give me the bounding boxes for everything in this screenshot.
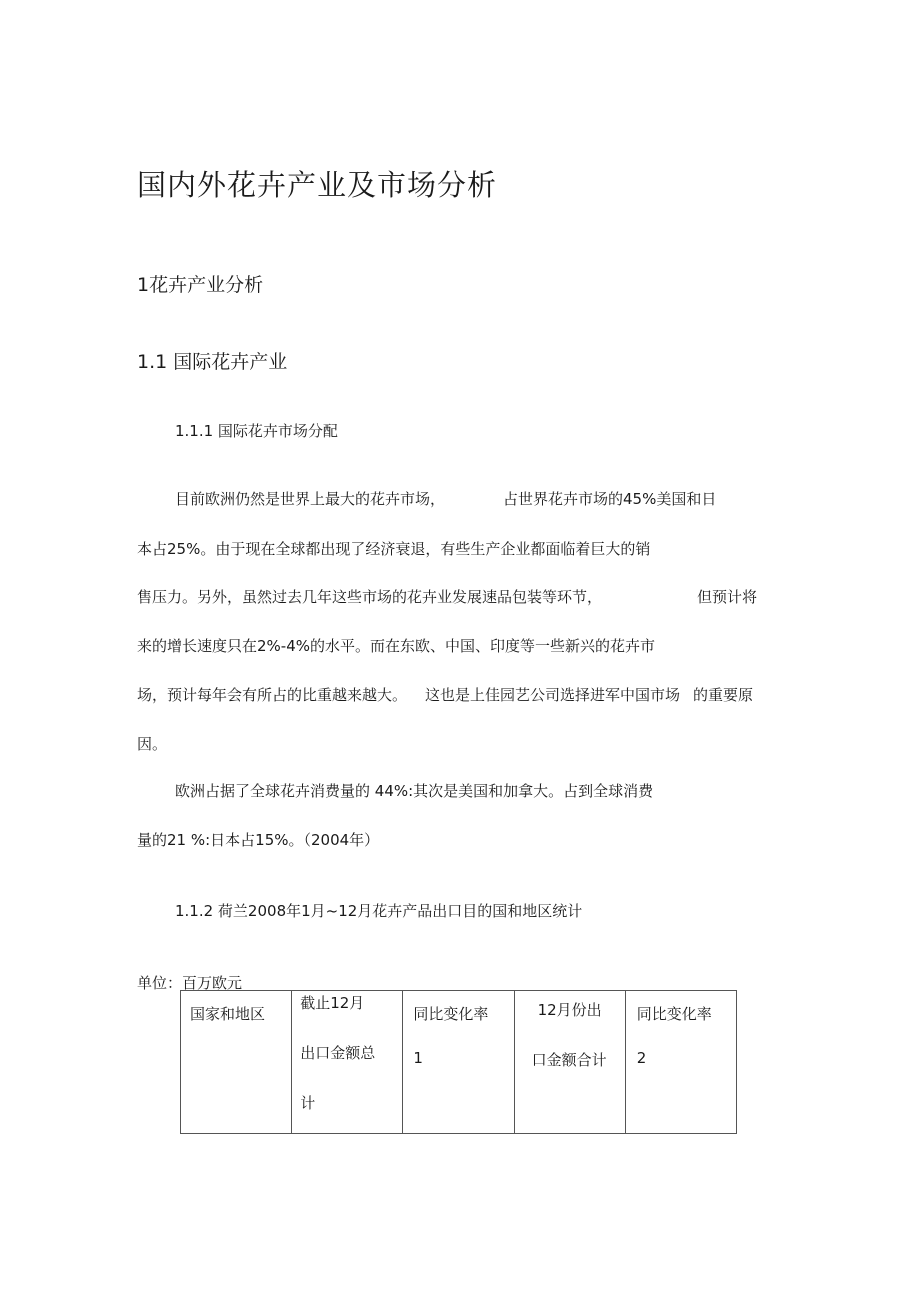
header-label: 截止12月: [300, 994, 365, 1012]
table-header-row: [181, 991, 737, 1134]
header-label: 国家和地区: [190, 1005, 266, 1023]
header-label: 计: [300, 1094, 316, 1112]
header-label: 12月份出: [537, 1001, 602, 1019]
section-heading-1-1-1: 1.1.1 国际花卉市场分配: [175, 422, 338, 440]
text-line: 本占25%。由于现在全球都出现了经济衰退，有些生产企业都面临着巨大的销: [137, 540, 651, 558]
header-label: 出口金额总: [300, 1044, 376, 1062]
header-label: 口金额合计: [531, 1051, 607, 1069]
header-cell-yoy-change-1: [403, 991, 514, 1134]
text-line: 这也是上佳园艺公司选择进军中国市场: [425, 686, 681, 704]
header-label: 2: [636, 1049, 647, 1067]
text-line: 来的增长速度只在2%-4%的水平。而在东欧、中国、印度等一些新兴的花卉市: [137, 637, 656, 655]
text-line: 但预计将: [697, 588, 758, 606]
text-line: 因。: [137, 735, 168, 753]
document-title: 国内外花卉产业及市场分析: [137, 168, 498, 202]
unit-label: 单位：百万欧元: [137, 974, 243, 992]
text-line: 场，预计每年会有所占的比重越来越大。: [137, 686, 408, 704]
header-cell-total-export: [292, 991, 403, 1134]
header-cell-yoy-change-2: [625, 991, 736, 1134]
text-line: 量的21 %:日本占15%。（2004年）: [137, 831, 380, 849]
header-cell-december-export: [514, 991, 625, 1134]
header-label: 1: [413, 1049, 423, 1067]
text-line: 占世界花卉市场的45%美国和日: [503, 490, 717, 508]
header-cell-country: [181, 991, 292, 1134]
section-heading-1-1: 1.1 国际花卉产业: [137, 351, 288, 373]
text-line: 欧洲占据了全球花卉消费量的 44%:其次是美国和加拿大。占到全球消费: [175, 782, 654, 800]
export-stats-table: [180, 990, 737, 1134]
header-label: 同比变化率: [413, 1005, 489, 1023]
text-line: 的重要原: [693, 686, 754, 704]
section-heading-1-1-2: 1.1.2 荷兰2008年1月~12月花卉产品出口目的国和地区统计: [175, 902, 583, 920]
text-line: 目前欧洲仍然是世界上最大的花卉市场，: [175, 490, 446, 508]
header-label: 同比变化率: [636, 1005, 712, 1023]
section-heading-1: 1花卉产业分析: [137, 274, 264, 296]
text-line: 售压力。另外，虽然过去几年这些市场的花卉业发展速品包装等环节，: [137, 588, 603, 606]
